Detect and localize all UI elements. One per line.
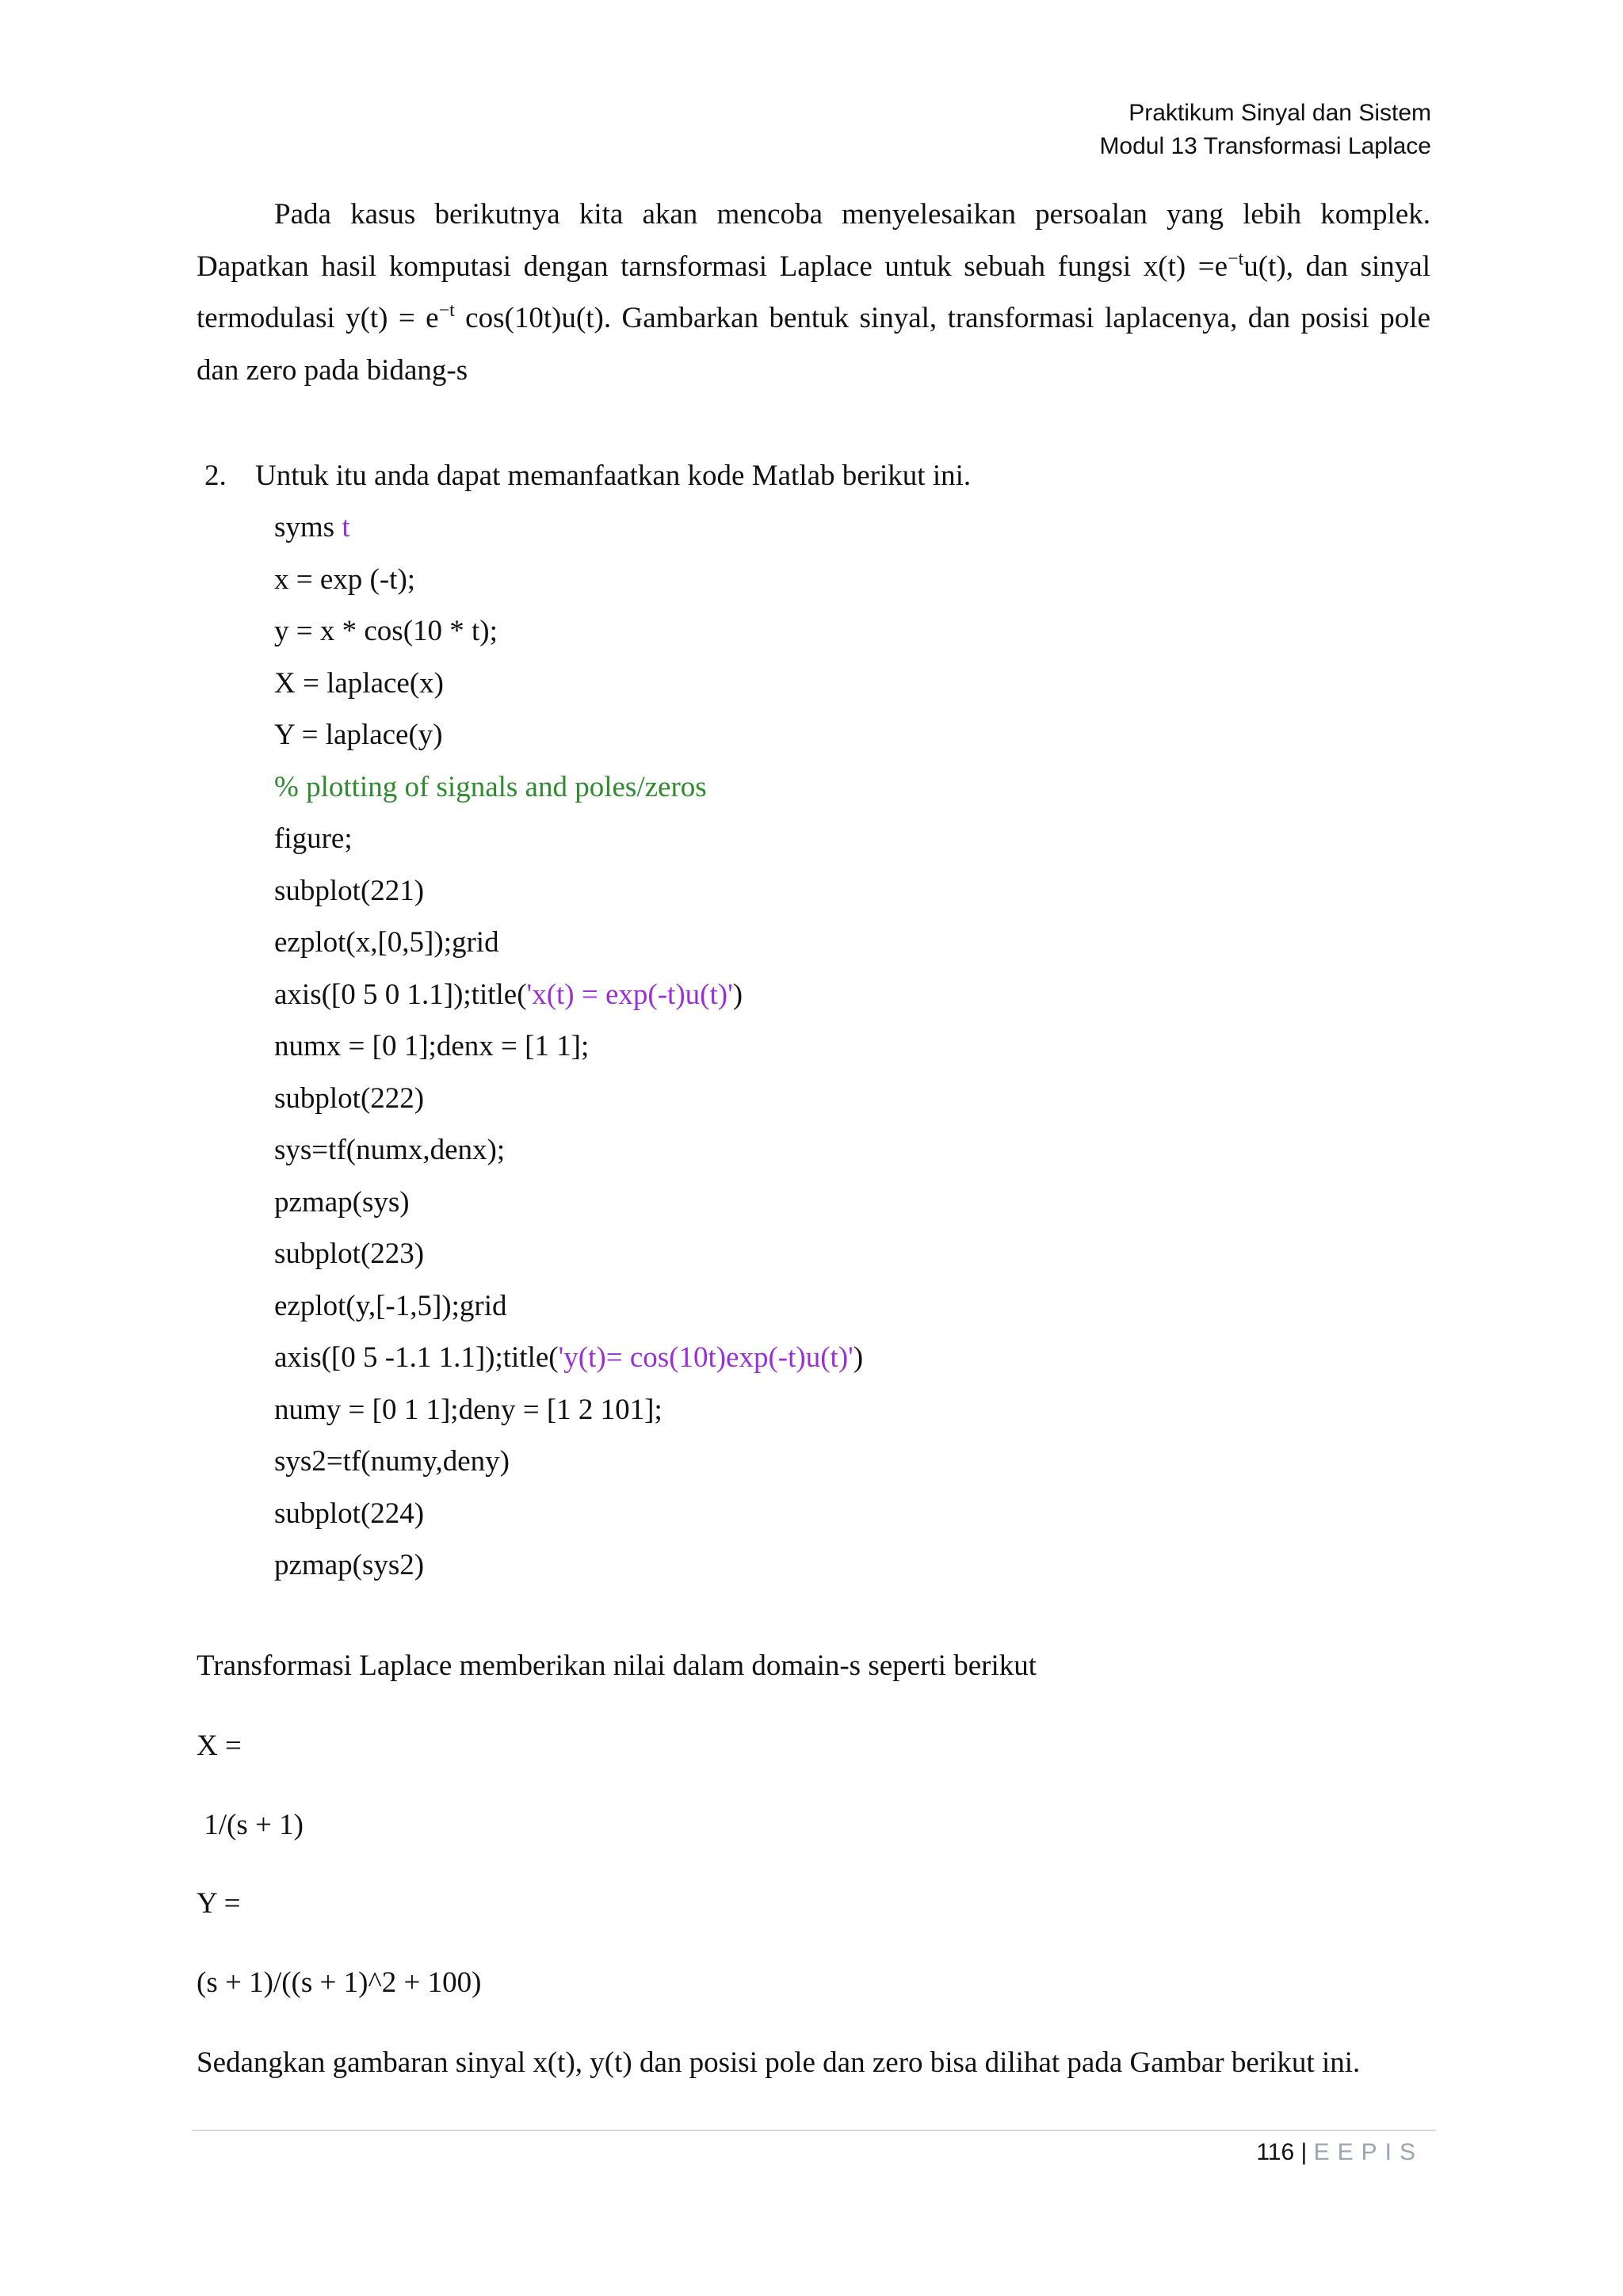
page-number: 116 xyxy=(1256,2139,1295,2165)
code-line xyxy=(274,969,863,1021)
code-line: subplot(223) xyxy=(274,1238,425,1270)
code-comment: % plotting of signals and poles/zeros xyxy=(274,770,707,803)
code-line: subplot(222) xyxy=(274,1081,425,1115)
page-footer xyxy=(1256,2136,1423,2169)
code-line: numx = [0 1];denx = [1 1]; xyxy=(274,1030,590,1062)
code-string: 'x(t) = exp(-t)u(t)' xyxy=(526,978,733,1011)
result-x-value: 1/(s + 1) xyxy=(197,1809,304,1841)
intro-exponent-2: −t xyxy=(438,300,455,321)
closing-sentence: Sedangkan gambaran sinyal x(t), y(t) dan posisi pole dan zero bisa dilihat pada Gambar berikut ini. xyxy=(197,2046,1361,2079)
header-course-title: Praktikum Sinyal dan Sistem xyxy=(1128,100,1431,126)
code-line: figure; xyxy=(274,822,353,855)
code-symbol: t xyxy=(342,511,350,543)
code-line: ezplot(y,[-1,5]);grid xyxy=(274,1289,507,1322)
code-text: axis([0 5 -1.1 1.1]);title( xyxy=(274,1341,559,1374)
code-line xyxy=(274,502,863,554)
footer-org: EEPIS xyxy=(1313,2139,1423,2165)
code-text: ) xyxy=(732,978,743,1011)
code-string: 'y(t)= cos(10t)exp(-t)u(t)' xyxy=(558,1341,854,1374)
page-header xyxy=(1099,97,1431,163)
code-line: x = exp (-t); xyxy=(274,563,416,596)
intro-paragraph xyxy=(197,189,1430,396)
footer-divider xyxy=(192,2130,1436,2131)
code-line: pzmap(sys) xyxy=(274,1185,410,1219)
code-line: Y = laplace(y) xyxy=(274,719,443,751)
intro-text-3: cos(10t)u(t). Gambarkan bentuk sinyal, transformasi laplacenya, dan posisi pole dan zero pada bidang-s xyxy=(197,302,1430,387)
results-intro: Transformasi Laplace memberikan nilai dalam domain-s seperti berikut xyxy=(197,1650,1037,1682)
code-text: axis([0 5 0 1.1]);title( xyxy=(274,978,527,1011)
matlab-code-block xyxy=(274,502,863,1592)
code-line: pzmap(sys2) xyxy=(274,1549,425,1581)
list-text: Untuk itu anda dapat memanfaatkan kode Matlab berikut ini. xyxy=(255,460,972,492)
list-item-2 xyxy=(204,450,971,502)
code-text: ) xyxy=(853,1341,864,1374)
code-line xyxy=(274,1332,863,1384)
result-y-label: Y = xyxy=(197,1887,241,1920)
header-module-title: Modul 13 Transformasi Laplace xyxy=(1099,133,1431,159)
code-line: sys=tf(numx,denx); xyxy=(274,1134,506,1166)
intro-text-2: u(t), dan sinyal termodulasi y(t) = e xyxy=(197,250,1430,334)
result-y-value: (s + 1)/((s + 1)^2 + 100) xyxy=(197,1966,482,1999)
intro-exponent-1: −t xyxy=(1228,248,1244,269)
code-line: numy = [0 1 1];deny = [1 2 101]; xyxy=(274,1393,663,1426)
list-number: 2. xyxy=(204,460,227,492)
code-line: ezplot(x,[0,5]);grid xyxy=(274,926,499,959)
code-keyword: syms xyxy=(274,511,342,543)
code-line: sys2=tf(numy,deny) xyxy=(274,1445,510,1478)
footer-separator: | xyxy=(1300,2139,1308,2165)
intro-text-1: Pada kasus berikutnya kita akan mencoba menyelesaikan persoalan yang lebih komplek. Dapatkan hasil komputasi dengan tarnsformasi Laplace untuk sebuah fungsi x(t) =e xyxy=(197,198,1430,283)
result-x-label: X = xyxy=(197,1730,242,1762)
code-line: X = laplace(x) xyxy=(274,666,444,700)
code-line: y = x * cos(10 * t); xyxy=(274,615,498,647)
code-line: subplot(224) xyxy=(274,1497,425,1530)
code-line: subplot(221) xyxy=(274,874,425,907)
